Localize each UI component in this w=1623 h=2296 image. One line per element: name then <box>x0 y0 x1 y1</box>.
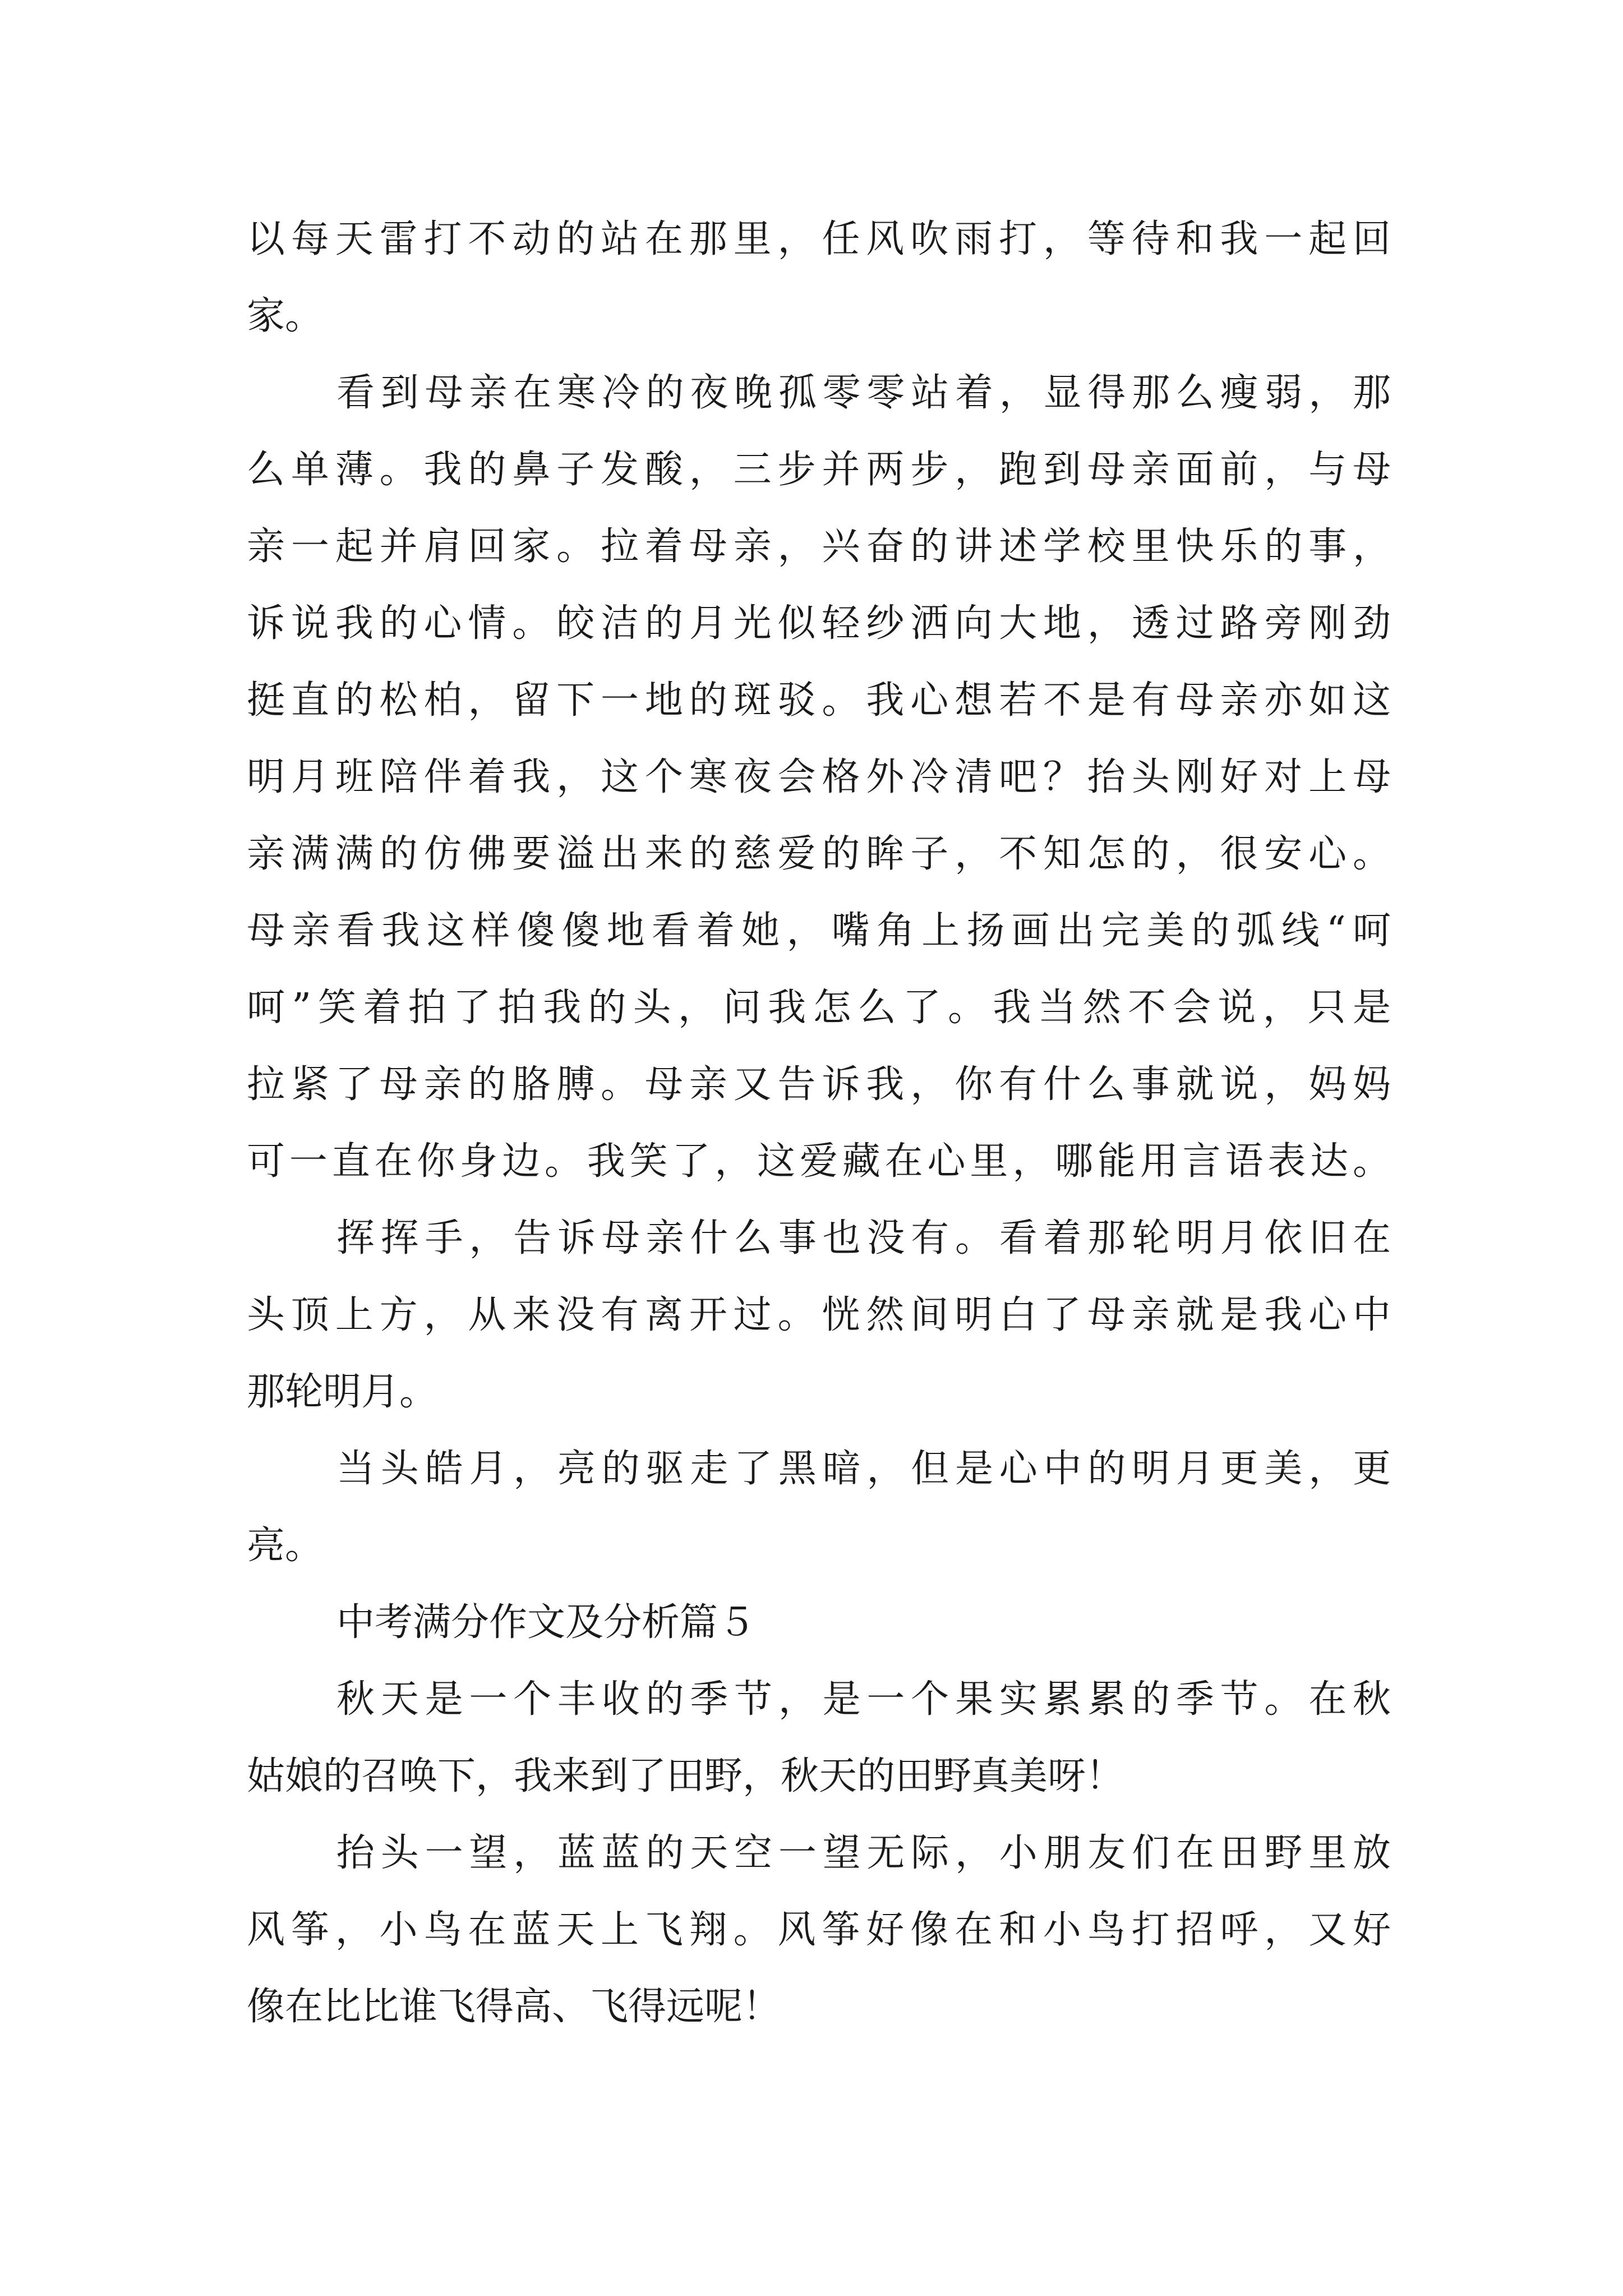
section-heading: 中考满分作文及分析篇５ <box>336 1600 757 1645</box>
text-line: 拉紧了母亲的胳膊。母亲又告诉我，你有什么事就说，妈妈 <box>247 1062 1391 1107</box>
paragraph-start-line: 挥挥手，告诉母亲什么事也没有。看着那轮明月依旧在 <box>336 1216 1391 1260</box>
text-line: 挺直的松柏，留下一地的斑驳。我心想若不是有母亲亦如这 <box>247 678 1391 723</box>
paragraph-start-line: 当头皓月，亮的驱走了黑暗，但是心中的明月更美，更 <box>336 1447 1391 1491</box>
text-line: 亮。 <box>247 1524 324 1568</box>
text-line: 呵”笑着拍了拍我的头，问我怎么了。我当然不会说，只是 <box>247 986 1391 1030</box>
text-line: 明月班陪伴着我，这个寒夜会格外冷清吧？抬头刚好对上母 <box>247 755 1391 799</box>
text-line: 家。 <box>247 294 324 338</box>
text-line: 像在比比谁飞得高、飞得远呢！ <box>247 1985 781 2029</box>
text-line: 诉说我的心情。皎洁的月光似轻纱洒向大地，透过路旁刚劲 <box>247 601 1391 646</box>
paragraph-start-line: 抬头一望，蓝蓝的天空一望无际，小朋友们在田野里放 <box>336 1831 1391 1875</box>
document-body <box>247 201 1391 2045</box>
text-line: 头顶上方，从来没有离开过。恍然间明白了母亲就是我心中 <box>247 1293 1391 1337</box>
text-line: 亲满满的仿佛要溢出来的慈爱的眸子，不知怎的，很安心。 <box>247 832 1391 876</box>
paragraph-start-line: 看到母亲在寒冷的夜晚孤零零站着，显得那么瘦弱，那 <box>336 371 1391 415</box>
text-line: 可一直在你身边。我笑了，这爱藏在心里，哪能用言语表达。 <box>247 1139 1391 1184</box>
text-line: 那轮明月。 <box>247 1370 438 1414</box>
paragraph-start-line: 秋天是一个丰收的季节，是一个果实累累的季节。在秋 <box>336 1677 1391 1722</box>
text-line: 亲一起并肩回家。拉着母亲，兴奋的讲述学校里快乐的事， <box>247 524 1391 569</box>
text-line: 母亲看我这样傻傻地看着她，嘴角上扬画出完美的弧线“呵 <box>247 909 1391 953</box>
text-line: 以每天雷打不动的站在那里，任风吹雨打，等待和我一起回 <box>247 217 1391 261</box>
text-line: 么单薄。我的鼻子发酸，三步并两步，跑到母亲面前，与母 <box>247 448 1391 492</box>
text-line: 风筝，小鸟在蓝天上飞翔。风筝好像在和小鸟打招呼，又好 <box>247 1908 1391 1952</box>
text-line: 姑娘的召唤下，我来到了田野，秋天的田野真美呀！ <box>247 1754 1124 1798</box>
